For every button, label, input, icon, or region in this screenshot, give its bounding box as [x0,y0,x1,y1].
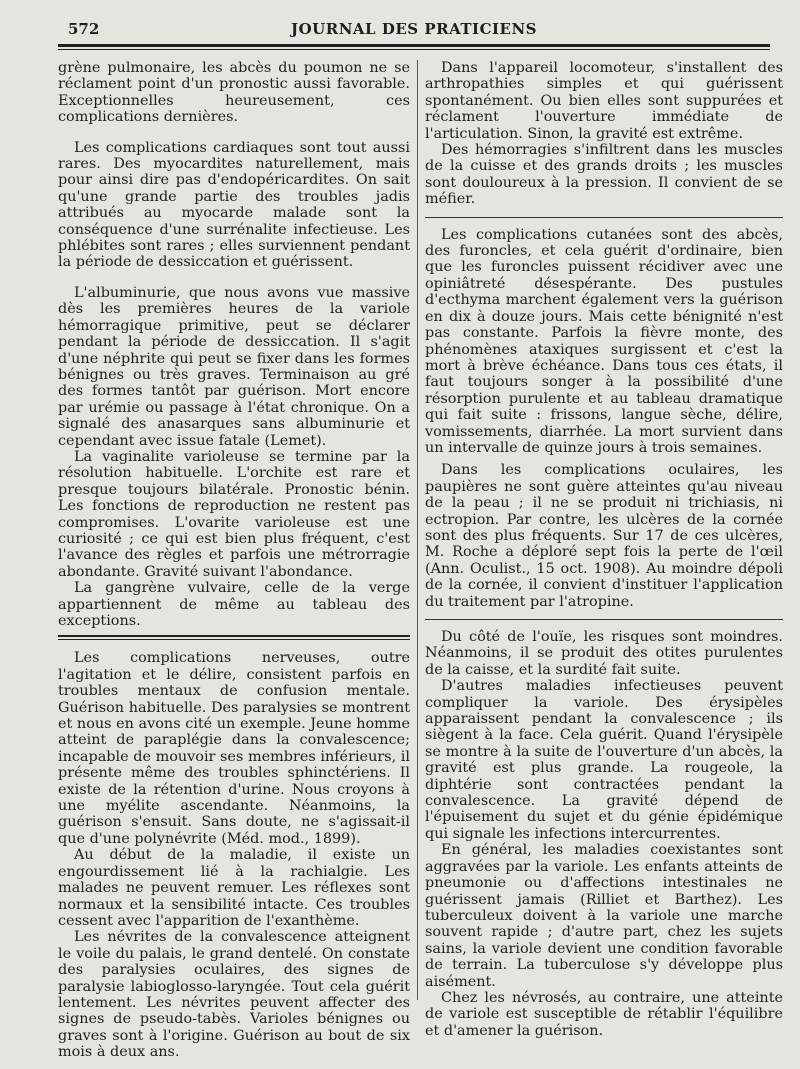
paragraph-onset: Au début de la maladie, il existe un engourdissement lié à la rachialgie. Les malades ne peuvent remuer. Les réflexes sont normaux et la sensibilité intacte. Ces troubles cessent avec l'apparition de l'exanthème. [58,847,410,929]
left-column [58,60,410,1061]
column-divider [417,60,418,1000]
section-divider-right-1 [425,217,783,218]
section-divider [58,635,410,640]
paragraph-neuroses: Chez les névrosés, au contraire, une atteinte de variole est susceptible de rétablir l'équilibre et d'amener la guérison. [425,989,783,1039]
paragraph-cardiac: Les complications cardiaques sont tout aussi rares. Des myocardites naturellement, mais pour ainsi dire pas d'endopéricardites. On sait qu'une grande partie des troubles jadis attribués au myocarde malade sont la conséquence d'une surrénalite infectieuse. Les phlébites sont rares ; elles surviennent pendant la période de dessiccation et guérissent. [58,139,410,271]
paragraph-pulmonary: grène pulmonaire, les abcès du poumon ne se réclament point d'un pronostic aussi favorable. Exceptionnelles heureusement, ces complications dernières. [58,60,410,126]
header-rule-thick [58,44,770,47]
page-header [58,14,770,48]
paragraph-infectious: D'autres maladies infectieuses peuvent compliquer la variole. Des érysipèles apparaissent pendant la convalescence ; ils siègent à la face. Cela guérit. Quand l'érysipèle se montre à la suite de l'ouverture d'un abcès, la gravité est plus grande. La rougeole, la diphtérie sont contractées pendant la convalescence. La gravité dépend de l'épuisement du sujet et du génie épidémique qui signale les infections intercurrentes. [425,678,783,842]
paragraph-gangrene: La gangrène vulvaire, celle de la verge appartiennent de même au tableau des exceptions. [58,580,410,629]
page-number: 572 [68,20,100,38]
paragraph-albuminuria: L'albuminurie, que nous avons vue massive dès les premières heures de la variole hémorragique primitive, peut se déclarer pendant la période de dessiccation. Il s'agit d'une néphrite qui peut se fixer dans les formes bénignes ou très graves. Terminaison au gré des formes tantôt par guérison. Mort encore par urémie ou passage à l'état chronique. On a signalé des anasarques sans albuminurie et cependant avec issue fatale (Lemet). [58,284,410,449]
header-rule-thin [58,49,770,50]
paragraph-cutaneous: Les complications cutanées sont des abcès, des furoncles, et cela guérit d'ordinaire, bien que les furoncles puissent récidiver avec une opiniâtreté désespérante. Des pustules d'ecthyma marchent également vers la guérison en dix à douze jours. Mais cette bénignité n'est pas constante. Parfois la fièvre monte, des phénomènes ataxiques surgissent et c'est la mort à brève échéance. Dans tous ces états, il faut toujours songer à la possibilité d'une résorption purulente et au tableau dramatique qui fait suite : frissons, langue sèche, délire, vomissements, diarrhée. La mort survient dans un intervalle de quinze jours à trois semaines. [425,226,783,456]
paragraph-locomotor: Dans l'appareil locomoteur, s'installent des arthropathies simples et qui guérissent spontanément. Ou bien elles sont suppurées et réclament l'ouverture immédiate de l'articulation. Sinon, la gravité est extrême. [425,60,783,142]
paragraph-neuritis: Les névrites de la convalescence atteignent le voile du palais, le grand dentelé. On constate des paralysies oculaires, des signes de paralysie labioglosso-laryngée. Tout cela guérit lentement. Les névrites peuvent affecter des signes de pseudo-tabès. Varioles bénignes ou graves sont à l'origine. Guérison au bout de six mois à deux ans. [58,929,410,1061]
paragraph-coexisting: En général, les maladies coexistantes sont aggravées par la variole. Les enfants atteints de pneumonie ou d'affections intestinales ne guérissent jamais (Rilliet et Barthez). Les tuberculeux doivent à la variole une marche souvent rapide ; d'autre part, chez les sujets sains, la variole devient une condition favorable de terrain. La tuberculose s'y développe plus aisément. [425,842,783,990]
paragraph-nervous: Les complications nerveuses, outre l'agitation et le délire, consistent parfois en troubles mentaux de confusion mentale. Guérison habituelle. Des paralysies se montrent et nous en avons cité un exemple. Jeune homme atteint de paraplégie dans la convalescence; incapable de mouvoir ses membres inférieurs, il présente même des troubles sphinctériens. Il existe de la rétention d'urine. Nous croyons à une myélite ascendante. Néanmoins, la guérison s'ensuit. Sans doute, ne s'agissait-il que d'une polynévrite (Méd. mod., 1899). [58,650,410,847]
right-column [425,60,783,1039]
paragraph-ocular: Dans les complications oculaires, les paupières ne sont guère atteintes qu'au niveau de la peau ; il ne se produit ni trichiasis, ni ectropion. Par contre, les ulcères de la cornée sont des plus fréquents. Sur 17 de ces ulcères, M. Roche a déploré sept fois la perte de l'œil (Ann. Oculist., 15 oct. 1908). Au moindre dépoli de la cornée, il convient d'instituer l'application du traitement par l'atropine. [425,462,783,610]
paragraph-hemorrhages: Des hémorragies s'infiltrent dans les muscles de la cuisse et des grands droits ; les muscles sont douloureux à la pression. Il convient de se méfier. [425,142,783,208]
section-divider-right-2 [425,619,783,620]
paragraph-vaginalite: La vaginalite varioleuse se termine par la résolution habituelle. L'orchite est rare et presque toujours bilatérale. Pronostic bénin. Les fonctions de reproduction ne restent pas compromises. L'ovarite varioleuse est une curiosité ; ce qui est bien plus fréquent, c'est l'avance des règles et parfois une métrorragie abondante. Gravité suivant l'abondance. [58,448,410,580]
running-head: JOURNAL DES PRATICIENS [291,20,537,38]
paragraph-hearing: Du côté de l'ouïe, les risques sont moindres. Néanmoins, il se produit des otites purulentes de la caisse, et la surdité fait suite. [425,629,783,678]
